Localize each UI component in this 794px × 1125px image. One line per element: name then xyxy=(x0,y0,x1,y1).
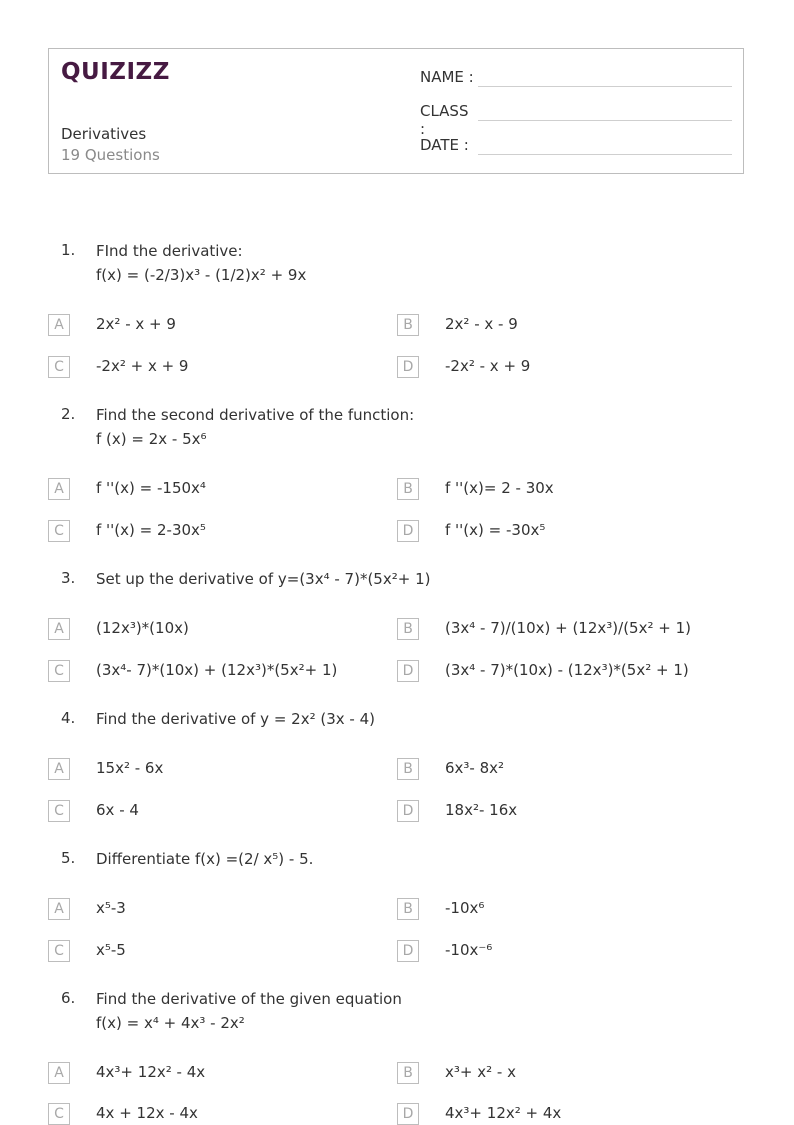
question-text: Differentiate f(x) =(2/ x⁵) - 5. xyxy=(96,850,314,868)
question-text: Find the derivative of the given equation xyxy=(96,990,402,1008)
option-b-box[interactable]: B xyxy=(397,314,419,336)
option-b-text: -10x⁶ xyxy=(445,899,485,917)
option-c-box[interactable]: C xyxy=(48,940,70,962)
option-c-text: f ''(x) = 2-30x⁵ xyxy=(96,521,206,539)
worksheet-header xyxy=(48,48,744,174)
option-b-text: 2x² - x - 9 xyxy=(445,315,518,333)
option-c-box[interactable]: C xyxy=(48,800,70,822)
option-b-text: 6x³- 8x² xyxy=(445,759,505,777)
class-line xyxy=(478,120,732,121)
class-label: CLASS : xyxy=(420,102,469,138)
question-text: Set up the derivative of y=(3x⁴ - 7)*(5x²+ 1) xyxy=(96,570,431,588)
question-number: 2. xyxy=(61,405,76,423)
option-b-text: f ''(x)= 2 - 30x xyxy=(445,479,554,497)
question-formula: f (x) = 2x - 5x⁶ xyxy=(96,430,207,448)
date-label: DATE : xyxy=(420,136,469,154)
option-a-box[interactable]: A xyxy=(48,478,70,500)
option-d-text: -2x² - x + 9 xyxy=(445,357,531,375)
option-d-text: 4x³+ 12x² + 4x xyxy=(445,1104,562,1122)
option-a-text: 15x² - 6x xyxy=(96,759,164,777)
option-d-text: 18x²- 16x xyxy=(445,801,518,819)
option-c-box[interactable]: C xyxy=(48,1103,70,1125)
option-b-box[interactable]: B xyxy=(397,618,419,640)
option-a-box[interactable]: A xyxy=(48,314,70,336)
option-c-text: (3x⁴- 7)*(10x) + (12x³)*(5x²+ 1) xyxy=(96,661,338,679)
option-a-box[interactable]: A xyxy=(48,1062,70,1084)
question-number: 6. xyxy=(61,989,76,1007)
question-number: 5. xyxy=(61,849,76,867)
name-line xyxy=(478,86,732,87)
option-a-text: x⁵-3 xyxy=(96,899,126,917)
option-c-text: -2x² + x + 9 xyxy=(96,357,189,375)
option-a-text: f ''(x) = -150x⁴ xyxy=(96,479,206,497)
date-line xyxy=(478,154,732,155)
class-field[interactable] xyxy=(420,102,476,138)
option-d-text: f ''(x) = -30x⁵ xyxy=(445,521,546,539)
worksheet-title: Derivatives xyxy=(61,125,147,143)
option-b-text: x³+ x² - x xyxy=(445,1063,516,1081)
option-a-box[interactable]: A xyxy=(48,758,70,780)
option-a-box[interactable]: A xyxy=(48,898,70,920)
option-a-text: 4x³+ 12x² - 4x xyxy=(96,1063,206,1081)
option-d-box[interactable]: D xyxy=(397,800,419,822)
option-d-box[interactable]: D xyxy=(397,1103,419,1125)
option-c-text: 6x - 4 xyxy=(96,801,139,819)
option-b-box[interactable]: B xyxy=(397,898,419,920)
option-c-text: 4x + 12x - 4x xyxy=(96,1104,198,1122)
option-d-text: (3x⁴ - 7)*(10x) - (12x³)*(5x² + 1) xyxy=(445,661,689,679)
option-c-box[interactable]: C xyxy=(48,660,70,682)
option-d-text: -10x⁻⁶ xyxy=(445,941,493,959)
option-a-text: 2x² - x + 9 xyxy=(96,315,176,333)
question-text: FInd the derivative: xyxy=(96,242,243,260)
date-field[interactable] xyxy=(420,136,476,154)
name-field[interactable] xyxy=(420,68,476,86)
question-text: Find the derivative of y = 2x² (3x - 4) xyxy=(96,710,375,728)
option-c-box[interactable]: C xyxy=(48,520,70,542)
option-c-box[interactable]: C xyxy=(48,356,70,378)
option-b-text: (3x⁴ - 7)/(10x) + (12x³)/(5x² + 1) xyxy=(445,619,691,637)
option-d-box[interactable]: D xyxy=(397,940,419,962)
question-formula: f(x) = (-2/3)x³ - (1/2)x² + 9x xyxy=(96,266,307,284)
option-a-text: (12x³)*(10x) xyxy=(96,619,189,637)
option-d-box[interactable]: D xyxy=(397,660,419,682)
option-b-box[interactable]: B xyxy=(397,1062,419,1084)
name-label: NAME : xyxy=(420,68,474,86)
question-count: 19 Questions xyxy=(61,146,160,164)
question-number: 1. xyxy=(61,241,76,259)
question-number: 4. xyxy=(61,709,76,727)
option-d-box[interactable]: D xyxy=(397,356,419,378)
option-b-box[interactable]: B xyxy=(397,758,419,780)
question-formula: f(x) = x⁴ + 4x³ - 2x² xyxy=(96,1014,245,1032)
question-text: Find the second derivative of the function: xyxy=(96,406,415,424)
option-b-box[interactable]: B xyxy=(397,478,419,500)
option-c-text: x⁵-5 xyxy=(96,941,126,959)
option-d-box[interactable]: D xyxy=(397,520,419,542)
question-number: 3. xyxy=(61,569,76,587)
option-a-box[interactable]: A xyxy=(48,618,70,640)
quizizz-logo: QUIZIZZ xyxy=(61,59,170,85)
